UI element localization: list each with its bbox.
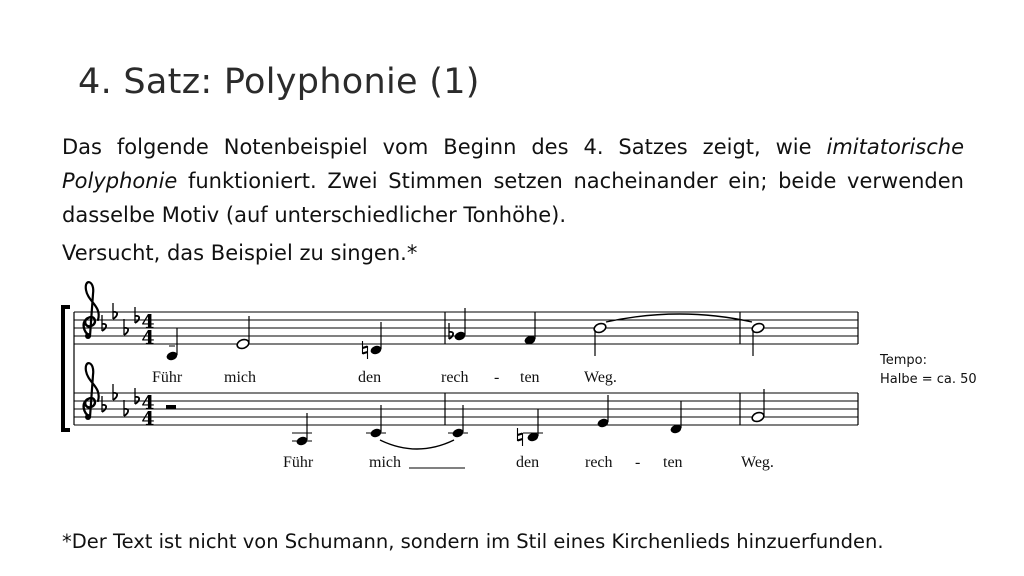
sing-instruction: Versucht, das Beispiel zu singen.* [62, 241, 418, 265]
lyric: ten [663, 454, 683, 471]
key-signature-lower [102, 384, 139, 416]
lyric: mich [224, 369, 256, 386]
time-sig-lower-top: 4 [141, 392, 155, 414]
key-signature-upper [102, 303, 139, 335]
lyrics-voice2 [283, 454, 774, 471]
lyric: rech [441, 369, 469, 386]
time-sig-lower-bottom: 4 [141, 408, 155, 430]
time-sig-upper-bottom: 4 [141, 327, 155, 349]
intro-emphasis: imitatorische Polyphonie [62, 135, 964, 193]
treble-clef-lower [84, 363, 99, 420]
lyrics-voice1 [152, 369, 617, 386]
intro-text-part2: funktioniert. Zwei Stimmen setzen nacheinander ein; beide verwenden dasselbe Motiv (auf unterschiedlicher Tonhöhe). [62, 169, 964, 227]
lyric: Führ [283, 454, 314, 471]
lyric: - [635, 454, 641, 471]
lyric: Führ [152, 369, 183, 386]
lyric: ten [520, 369, 540, 386]
voice1-notes [165, 308, 765, 362]
tie-upper [606, 314, 752, 322]
lyric: mich [369, 454, 401, 471]
slide-title: 4. Satz: Polyphonie (1) [78, 62, 480, 102]
intro-text-part1: Das folgende Notenbeispiel vom Beginn des 4. Satzes zeigt, wie [62, 135, 827, 159]
note [236, 338, 250, 350]
lyric: den [516, 454, 540, 471]
tempo-annotation [880, 351, 977, 389]
tempo-value: Halbe = ca. 50 [880, 372, 977, 387]
lyric: Weg. [741, 454, 774, 471]
lyric: rech [585, 454, 613, 471]
tie-lower [380, 440, 454, 449]
lyric: Weg. [584, 369, 617, 386]
treble-clef-upper [84, 282, 99, 339]
footnote: *Der Text ist nicht von Schumann, sondern im Stil eines Kirchenlieds hinzuerfunden. [62, 530, 884, 553]
half-rest [166, 405, 176, 409]
lyric: den [358, 369, 382, 386]
voice2-notes [166, 389, 765, 449]
lyric: - [494, 369, 500, 386]
note [751, 411, 765, 423]
system-bracket [63, 307, 70, 430]
time-sig-upper-top: 4 [141, 311, 155, 333]
tempo-label: Tempo: [880, 353, 927, 368]
